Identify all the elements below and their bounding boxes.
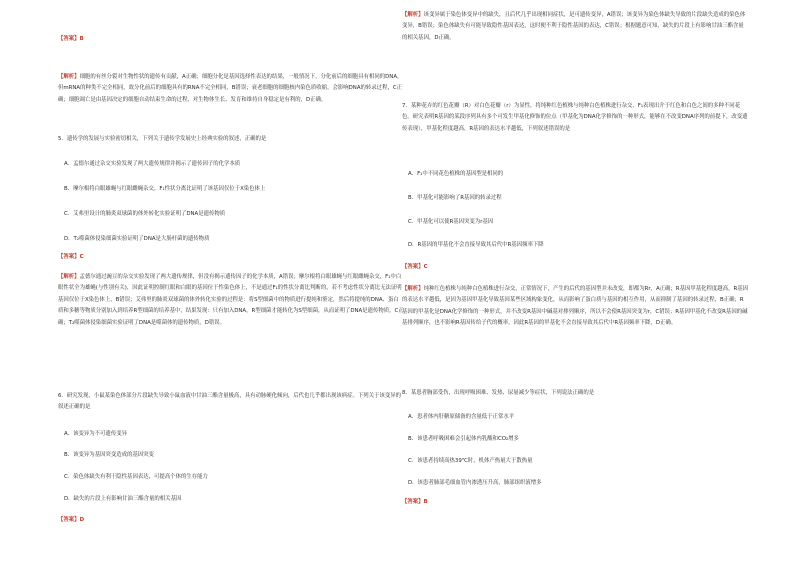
question-8: 8．某患者胸部受伤，出现呼吸困难、发热、尿量减少等症状，下列说法正确的是 — [402, 390, 595, 396]
analysis-text: 纯种红色植株与纯种白色植株进行杂交，正常情况下，产生的后代的基因型并未改变，即都为Rr，A正确；R基因甲基化程度越高，R基因的表达水平越低，是因为基因甲基化导致基因某些区域构象变化，从而影响了蛋白质与基因的相互作用，从而抑制了基因的转录过程，B正确；R基因的甲基化是DNA化学修饰的一种形式，并不改变R基因中碱基对排列顺序，所以不会使R基因突变为r，C错误；R基因甲基化不改变R基因的碱基排列顺序，也不影响R基因传给子代的概率，因此R基因的甲基化不会直接导致其后代中R基因频率下降，D正确。 — [402, 286, 748, 327]
option-5a: A．孟德尔通过杂交实验发现了两大遗传规律并揭示了遗传因子的化学本质 — [64, 161, 241, 167]
answer-label: 【答案】 — [58, 517, 80, 523]
option-6b: B．该变异为基因突变造成的基因突变 — [64, 452, 154, 458]
analysis-label: 【解析】 — [402, 12, 424, 18]
answer-line — [402, 262, 428, 273]
question-6: 6．研究发现，小鼠某染色体部分片段缺失导致小鼠血液中甘油三酯含量极高，具有动脉硬化倾向，后代也几乎都出现该病症。下列关于该变异的叙述正确的是 — [58, 393, 402, 411]
analysis-text: 孟德尔通过豌豆的杂交实验发现了两大遗传规律，但没有揭示遗传因子的化学本质，A错误；摩尔根将白眼雄蝇与红眼雌蝇杂交，F₁中白眼性状全为雄蝇(与性别有关)，因此证明控制红眼和白眼的基因位于性染色体上，不是通过F₁的性状分离比判断的，若不考虑性状分离比无法证明基因仅位于X染色体上，B错误；艾弗里的肺炎双球菌的体外转化实验的过程是：将S型细菌中的物质进行提纯和鉴定，然后将提纯的DNA、蛋白质和多糖等物质分别加入到培养R型细菌的培养基中，结果发现：只有加入DNA，R型细菌才能转化为S型细菌，从而证明了DNA是遗传物质，C正确；T₂噬菌体侵染细菌实验证明了DNA是噬菌体的遗传物质，D错误。 — [58, 274, 404, 326]
option-8d: D．该患者肺部毛细血管内渗透压升高，肺部组织液增多 — [408, 480, 542, 486]
answer-line — [58, 34, 84, 45]
analysis-text: 细胞的有丝分裂对生物性状的遗传有贡献，A正确；细胞分化是基因选择性表达的结果，一般情况下，分化前后的细胞具有相同的DNA，但mRNA的种类不完全相同，故分化前后的细胞具有的RNA不完全相同，B错误；衰老细胞的细胞核内染色质收缩，会影响DNA的转录过程，C正确；细胞凋亡是由基因决定的细胞自动结束生命的过程，对生物体生长、发育和维持自身稳定是有利的，D正确。 — [58, 74, 403, 103]
option-7d: D．R基因的甲基化不会直接导致其后代中R基因频率下降 — [408, 242, 544, 248]
option-6a: A．该变异为不可遗传变异 — [64, 431, 127, 437]
analysis-label: 【解析】 — [58, 274, 80, 280]
analysis-label: 【解析】 — [58, 74, 80, 80]
option-8a: A．患者体内肝糖原储备的含量低于正常水平 — [408, 414, 515, 420]
analysis-text: 该变异属于染色体变异中的缺失，且后代几乎出现相同症状，是可遗传变异，A错误；该变异为染色体缺失导致的片段缺失造成的染色体变异，B错误；染色体缺失有可能导致隐性基因表达，这时便不利于隐性基因的表达，C错误；根据题意可知，缺失的片段上有影响甘油三酯含量的相关基因，D正确。 — [402, 12, 746, 41]
option-5d: D．T₂噬菌体侵染细菌实验证明了DNA是大肠杆菌的遗传物质 — [64, 236, 210, 242]
analysis-paragraph — [58, 72, 404, 106]
option-8b: B．该患者呼吸困难会引起体内乳酸和CO₂增多 — [408, 436, 519, 442]
option-7c: C．甲基化可以使R基因突变为r基因 — [408, 219, 494, 225]
option-6d: D．缺失的片段上有影响甘油三酯含量的相关基因 — [64, 496, 182, 502]
answer-line — [58, 252, 84, 263]
answer-value: B — [79, 36, 84, 42]
answer-value: B — [423, 499, 428, 505]
option-7b: B．甲基化可能影响了R基因的转录过程 — [408, 195, 502, 201]
option-5b: B．摩尔根将白眼雄蝇与红眼雌蝇杂交，F₁性状分离比证明了该基因仅位于X染色体上 — [64, 186, 266, 192]
answer-line — [402, 497, 428, 508]
answer-value: C — [423, 264, 428, 270]
analysis-paragraph — [402, 284, 748, 330]
answer-value: D — [79, 517, 85, 523]
answer-label: 【答案】 — [58, 254, 80, 260]
answer-label: 【答案】 — [58, 36, 80, 42]
answer-label: 【答案】 — [402, 499, 424, 505]
analysis-paragraph — [402, 10, 748, 44]
analysis-paragraph — [58, 272, 404, 329]
question-5: 5．遗传学的发展与实验密切相关，下列关于遗传学发展史上经典实验的叙述，正确的是 — [58, 136, 267, 142]
answer-line — [58, 515, 84, 526]
option-8c: C．该患者持续高热39℃时，机体产热量大于散热量 — [408, 458, 533, 464]
analysis-label: 【解析】 — [402, 286, 424, 292]
option-7a: A．F₁中不同花色植株的基因型是相同的 — [408, 171, 504, 177]
question-7: 7．某种花卉的红色花瓣（R）对白色花瓣（r）为显性，将纯种红色植株与纯种白色植株进行杂交，F₁表现出介于红色和白色之间的多种不同花色。研究表明R基因的某段序列具有多个可发生甲基化修饰的位点（甲基化为DNA化学修饰的一种形式，能够在不改变DNA序列的前提下，改变遗传表现），甲基化程度越高，R基因的表达水平越低，下列叙述错误的是 — [402, 103, 748, 132]
answer-label: 【答案】 — [402, 264, 424, 270]
option-6c: C．染色体缺失有利于隐性基因表达，可提高个体的生存能力 — [64, 474, 208, 480]
answer-value: C — [79, 254, 84, 260]
option-5c: C．艾弗里设计的肺炎双球菌的体外转化实验证明了DNA是遗传物质 — [64, 211, 226, 217]
